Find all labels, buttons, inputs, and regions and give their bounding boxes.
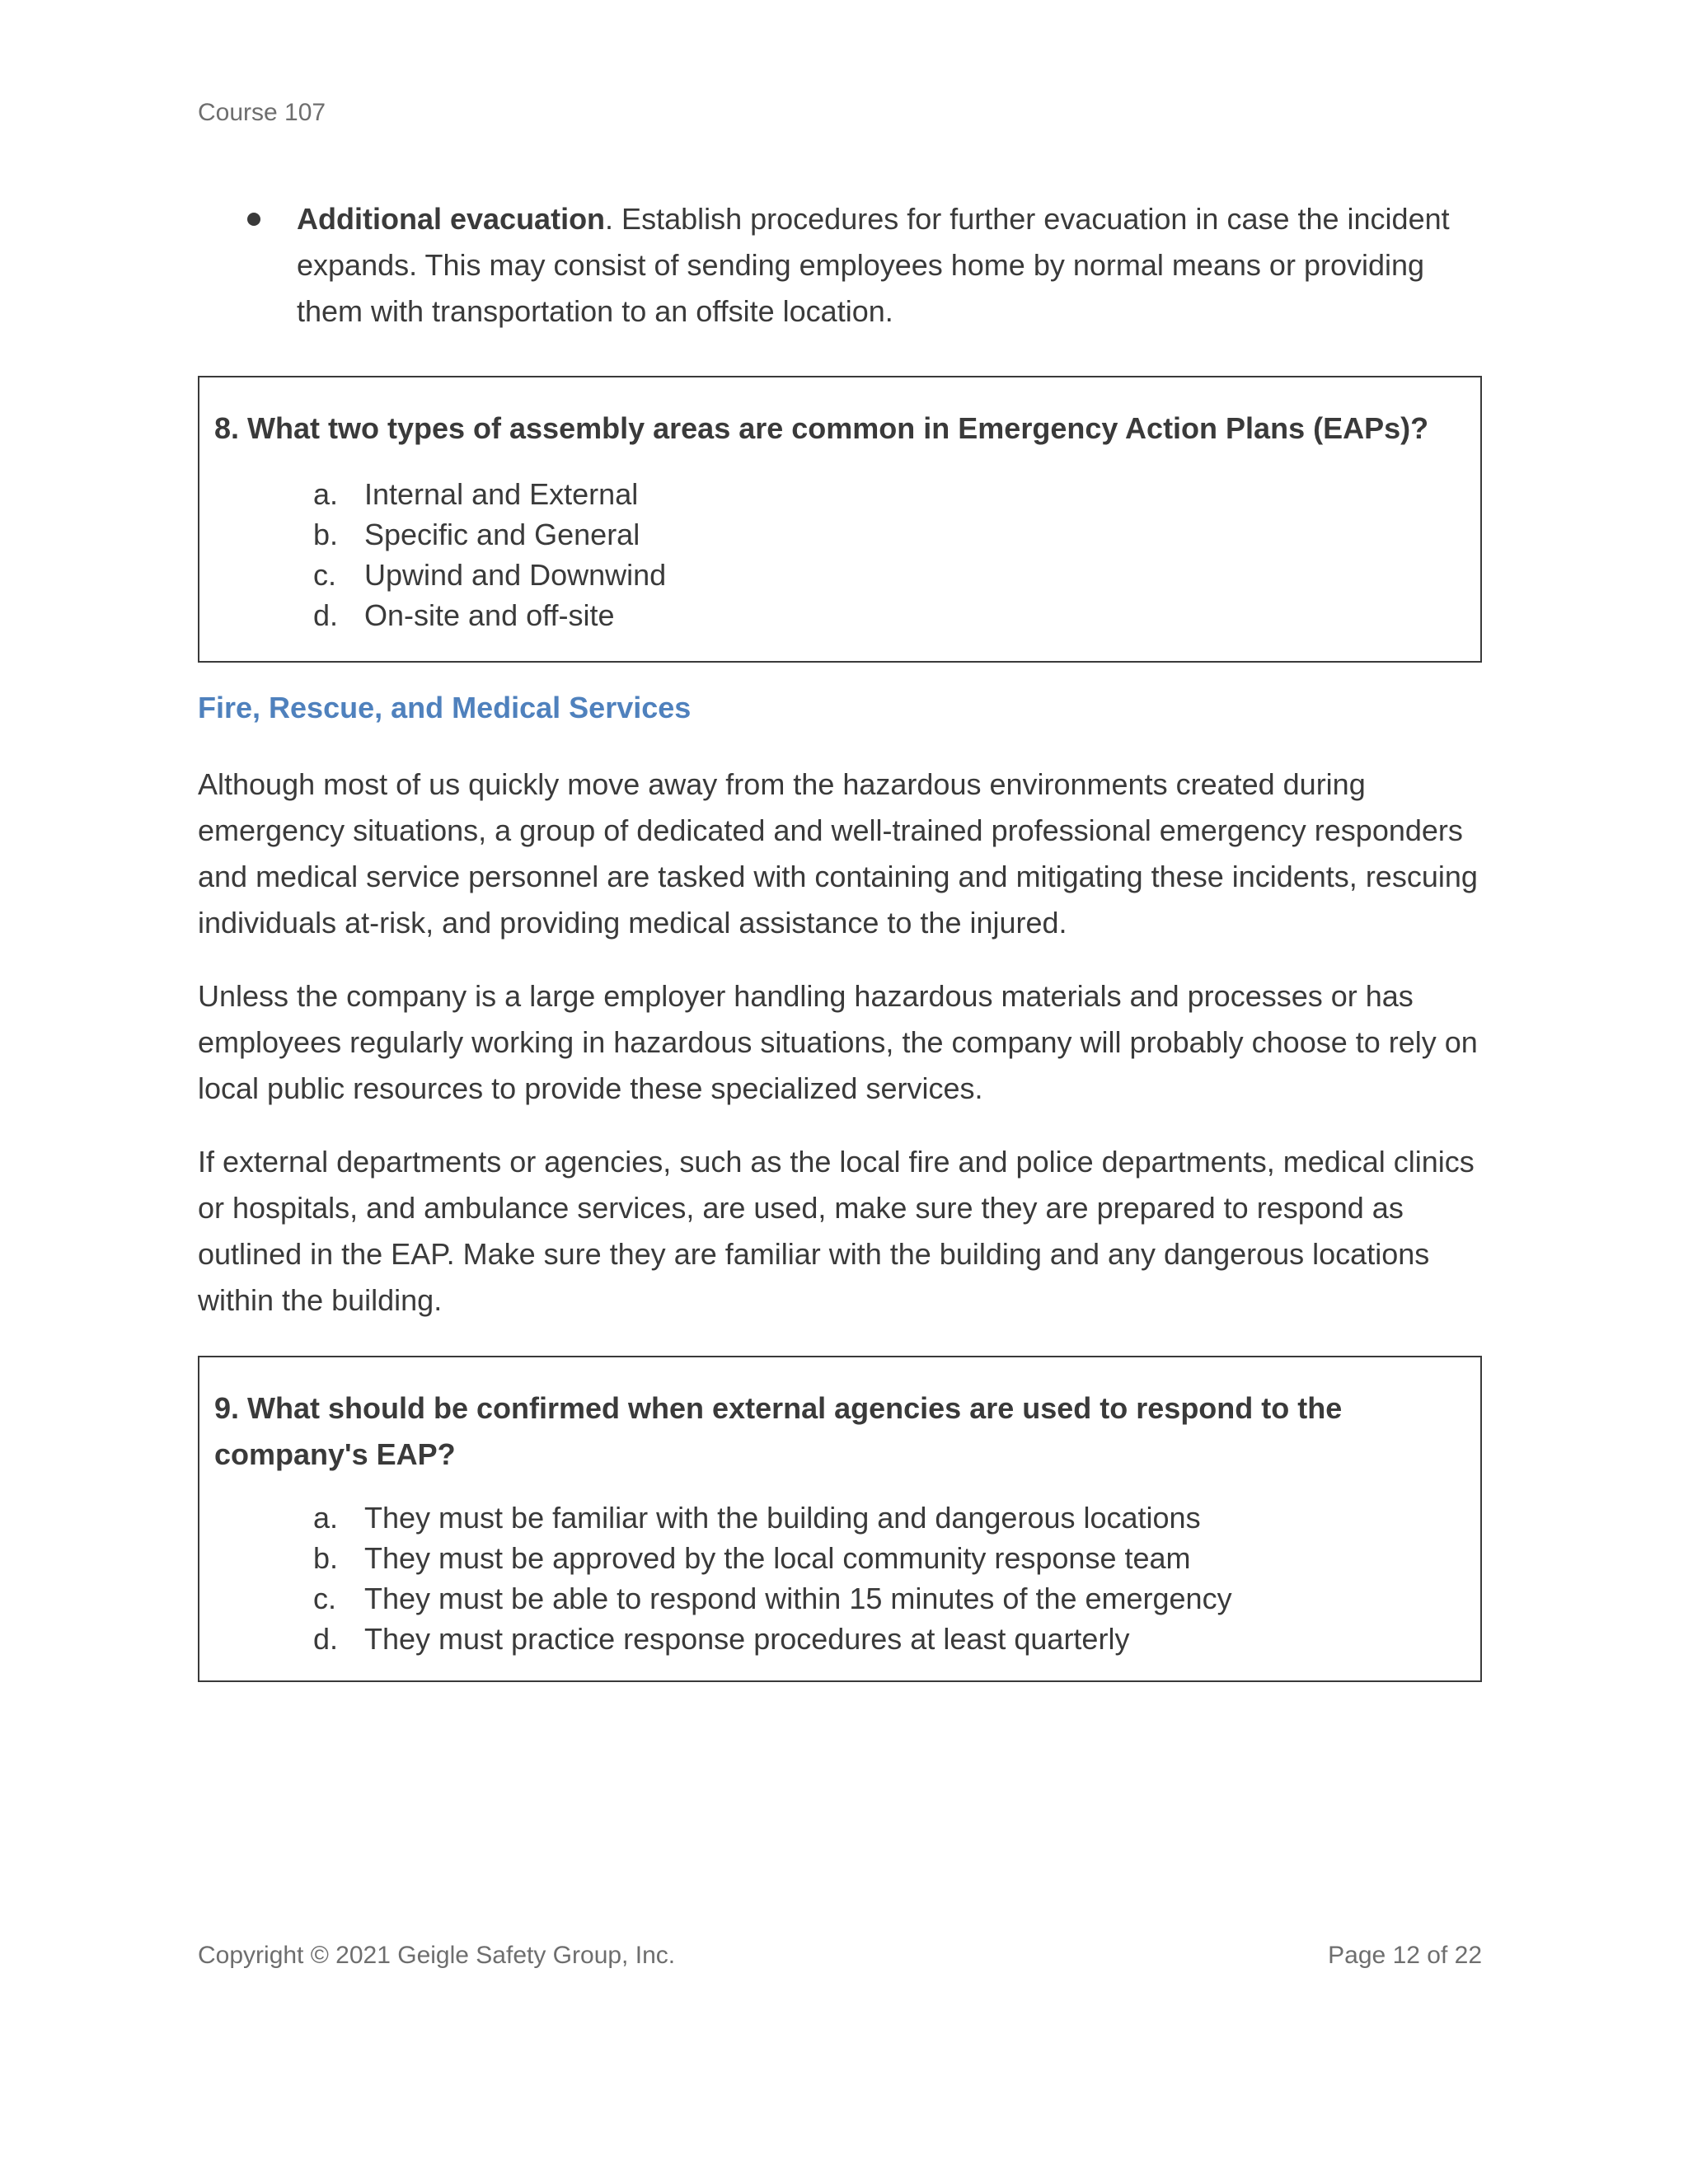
option-item (313, 555, 666, 595)
option-letter: d. (313, 1622, 339, 1656)
paragraph: If external departments or agencies, such as the local fire and police departments, medical clinics or hospitals, and ambulance services, are used, make sure they are prepared to respond as outlined in the EAP. Make sure they are familiar with the building and any dangerous locations within the building. (198, 1145, 1475, 1317)
option-text: They must be able to respond within 15 minutes of the emergency (364, 1582, 1232, 1615)
bullet-text (297, 196, 1484, 335)
option-letter: c. (313, 558, 337, 592)
option-item (313, 595, 666, 635)
quiz-question-8 (198, 376, 1482, 663)
option-letter: a. (313, 477, 339, 511)
bullet-term: Additional evacuation (297, 202, 606, 236)
option-item (313, 1497, 1232, 1538)
option-letter: d. (313, 598, 339, 632)
option-letter: b. (313, 518, 339, 551)
option-text: They must be approved by the local community response team (364, 1541, 1191, 1575)
question-8-text: 8. What two types of assembly areas are common in Emergency Action Plans (EAPs)? (214, 411, 1429, 445)
option-text: They must practice response procedures at least quarterly (364, 1622, 1130, 1656)
question-8-options (313, 474, 666, 635)
option-text: On-site and off-site (364, 598, 615, 632)
paragraph: Although most of us quickly move away from the hazardous environments created during emergency situations, a group of dedicated and well-trained professional emergency responders and medical service personnel are tasked with containing and mitigating these incidents, rescuing individuals at-risk, and providing medical assistance to the injured. (198, 767, 1478, 940)
option-item (313, 1538, 1232, 1578)
section-heading: Fire, Rescue, and Medical Services (198, 691, 692, 724)
option-letter: a. (313, 1501, 339, 1535)
footer-copyright: Copyright © 2021 Geigle Safety Group, Inc. (198, 1942, 676, 1969)
bullet-description: . Establish procedures for further evacuation in case the incident expands. This may consist of sending employees home by normal means or providing them with transportation to an offsite location. (297, 202, 1450, 328)
option-item (313, 514, 666, 555)
bullet-icon (247, 213, 260, 226)
page-header: Course 107 (198, 99, 326, 126)
option-text: Internal and External (364, 477, 639, 511)
question-9-text: 9. What should be confirmed when external agencies are used to respond to the company's EAP? (214, 1391, 1343, 1471)
option-text: They must be familiar with the building and dangerous locations (364, 1501, 1201, 1535)
option-item (313, 1619, 1232, 1659)
paragraph: Unless the company is a large employer handling hazardous materials and processes or has employees regularly working in hazardous situations, the company will probably choose to rely on local public resources to provide these specialized services. (198, 979, 1478, 1105)
quiz-question-9 (198, 1356, 1482, 1682)
option-text: Upwind and Downwind (364, 558, 667, 592)
option-item (313, 1578, 1232, 1619)
question-9-options (313, 1497, 1232, 1659)
option-letter: b. (313, 1541, 339, 1575)
option-item (313, 474, 666, 514)
footer-page-number: Page 12 of 22 (1328, 1942, 1482, 1969)
option-text: Specific and General (364, 518, 640, 551)
option-letter: c. (313, 1582, 337, 1615)
